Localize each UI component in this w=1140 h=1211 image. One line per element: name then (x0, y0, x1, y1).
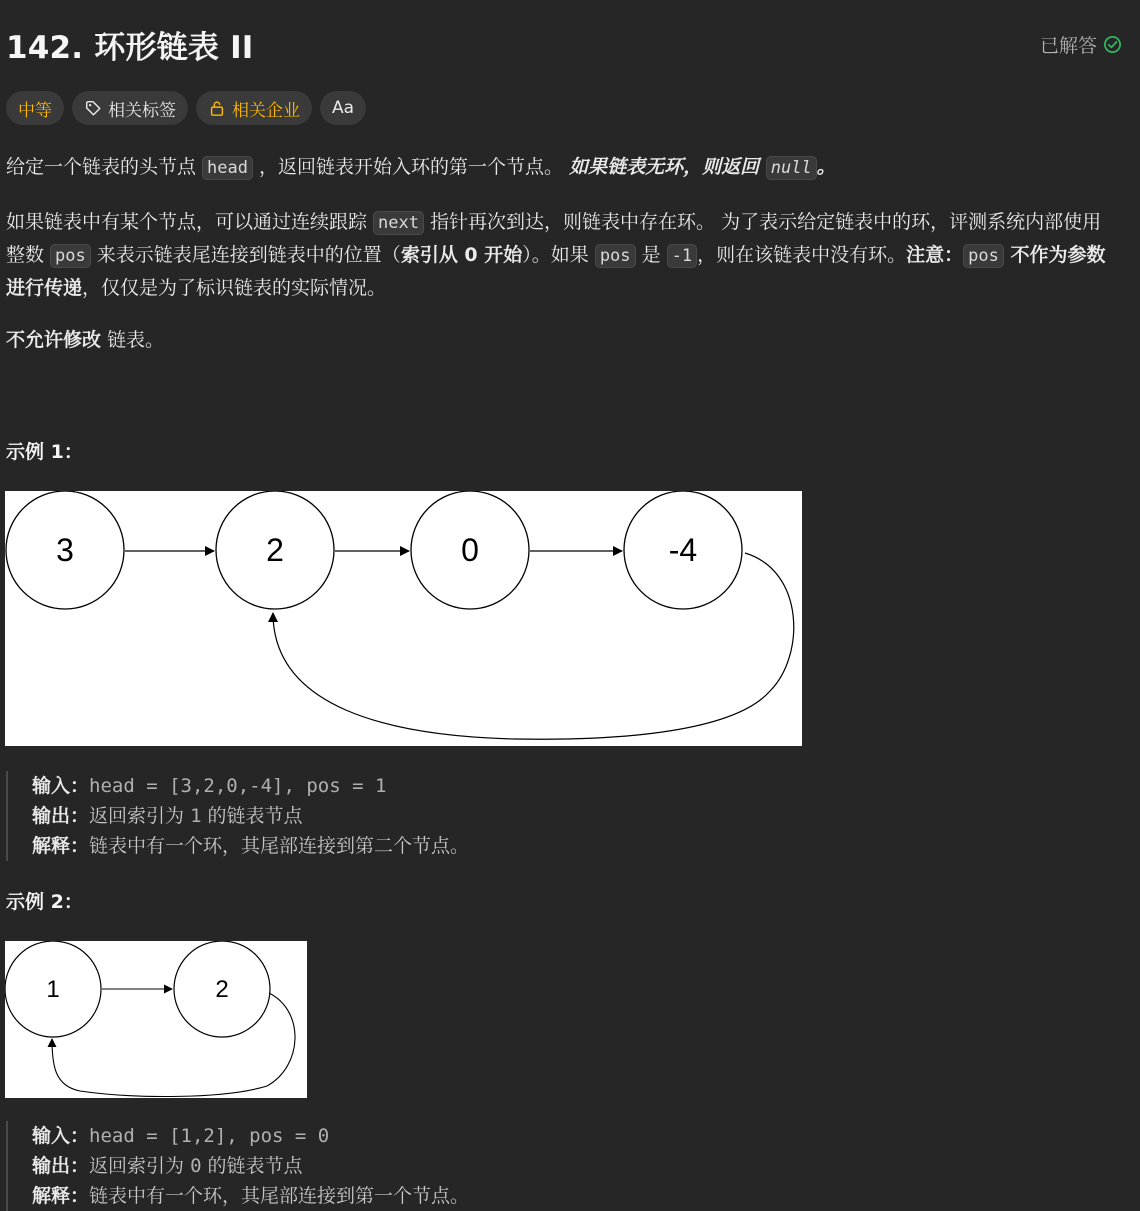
input-label: 输入： (32, 1125, 90, 1147)
output-index: 1 (190, 805, 202, 827)
example-explanation-line (32, 831, 469, 861)
example-1-io (6, 771, 469, 861)
difficulty-badge[interactable] (6, 91, 64, 125)
text: 。 (816, 156, 836, 178)
solved-status-label: 已解答 (1039, 35, 1097, 57)
example-2-diagram (5, 941, 307, 1098)
inline-code-null: null (766, 156, 817, 180)
inline-code-pos: pos (963, 244, 1004, 268)
lock-icon (208, 99, 226, 117)
text: 指针再次到达，则链表中存在环。 为了表示给定链表中的环，评测系统内部使用整数 (6, 211, 1102, 266)
companies-button[interactable] (196, 91, 312, 125)
bold-text: 注意： (906, 244, 964, 266)
description-paragraph-3 (6, 324, 1116, 356)
node-value: -4 (668, 532, 698, 568)
output-text: 的链表节点 (201, 805, 303, 827)
input-label: 输入： (32, 775, 90, 797)
text: 链表。 (101, 329, 165, 351)
text: ，返回链表开始入环的第一个节点。 (253, 156, 570, 178)
explanation-value: 链表中有一个环，其尾部连接到第一个节点。 (89, 1185, 470, 1207)
emphasis-text: 如果链表无环，则返回 (569, 156, 766, 178)
bold-text: 不作为参数进行传递 (6, 244, 1106, 299)
output-index: 0 (190, 1155, 202, 1177)
output-label: 输出： (32, 1155, 90, 1177)
companies-label: 相关企业 (232, 100, 300, 121)
translate-icon: Aa (332, 98, 355, 118)
node-value: 2 (266, 532, 284, 568)
example-output-line (32, 801, 469, 831)
output-text: 的链表节点 (201, 1155, 303, 1177)
example-2-io (6, 1121, 469, 1211)
bold-text: 索引从 0 开始 (400, 244, 523, 266)
topics-tag-button[interactable] (72, 91, 188, 125)
description-paragraph-1 (6, 151, 1116, 184)
example-1-diagram (5, 491, 802, 746)
page-title: 142. 环形链表 II (6, 30, 254, 66)
text: ，仅仅是为了标识链表的实际情况。 (82, 277, 387, 299)
tag-icon (84, 99, 102, 117)
example-1-heading: 示例 1： (6, 441, 83, 463)
text: ，则在该链表中没有环。 (697, 244, 907, 266)
topics-tag-label: 相关标签 (108, 100, 176, 121)
inline-code-neg-one: -1 (667, 244, 697, 268)
text: 来表示链表尾连接到链表中的位置（ (90, 244, 401, 266)
output-label: 输出： (32, 805, 90, 827)
difficulty-label: 中等 (18, 100, 52, 121)
example-explanation-line (32, 1181, 469, 1211)
node-value: 1 (46, 976, 60, 1003)
inline-code-pos: pos (50, 244, 91, 268)
inline-code-next: next (373, 211, 424, 235)
inline-code-pos: pos (595, 244, 636, 268)
translate-button[interactable] (320, 91, 366, 125)
input-value: head = [3,2,0,-4], pos = 1 (89, 775, 387, 797)
tag-bar (6, 91, 366, 125)
node-value: 2 (215, 976, 229, 1003)
solved-status (1040, 31, 1122, 58)
output-text: 返回索引为 (89, 805, 191, 827)
example-2-heading: 示例 2： (6, 891, 83, 913)
node-value: 0 (461, 532, 479, 568)
output-text: 返回索引为 (89, 1155, 191, 1177)
node-value: 3 (56, 532, 74, 568)
check-circle-icon (1103, 35, 1122, 54)
text: 是 (635, 244, 667, 266)
description-paragraph-2 (6, 206, 1116, 304)
text: 给定一个链表的头节点 (6, 156, 203, 178)
inline-code-head: head (202, 156, 253, 180)
explanation-label: 解释： (32, 1185, 90, 1207)
example-output-line (32, 1151, 469, 1181)
explanation-value: 链表中有一个环，其尾部连接到第二个节点。 (89, 835, 470, 857)
bold-text: 不允许修改 (6, 329, 102, 351)
example-input-line (32, 1121, 469, 1151)
text: 如果链表中有某个节点，可以通过连续跟踪 (6, 211, 374, 233)
input-value: head = [1,2], pos = 0 (89, 1125, 330, 1147)
explanation-label: 解释： (32, 835, 90, 857)
text: ）。如果 (522, 244, 595, 266)
example-input-line (32, 771, 469, 801)
